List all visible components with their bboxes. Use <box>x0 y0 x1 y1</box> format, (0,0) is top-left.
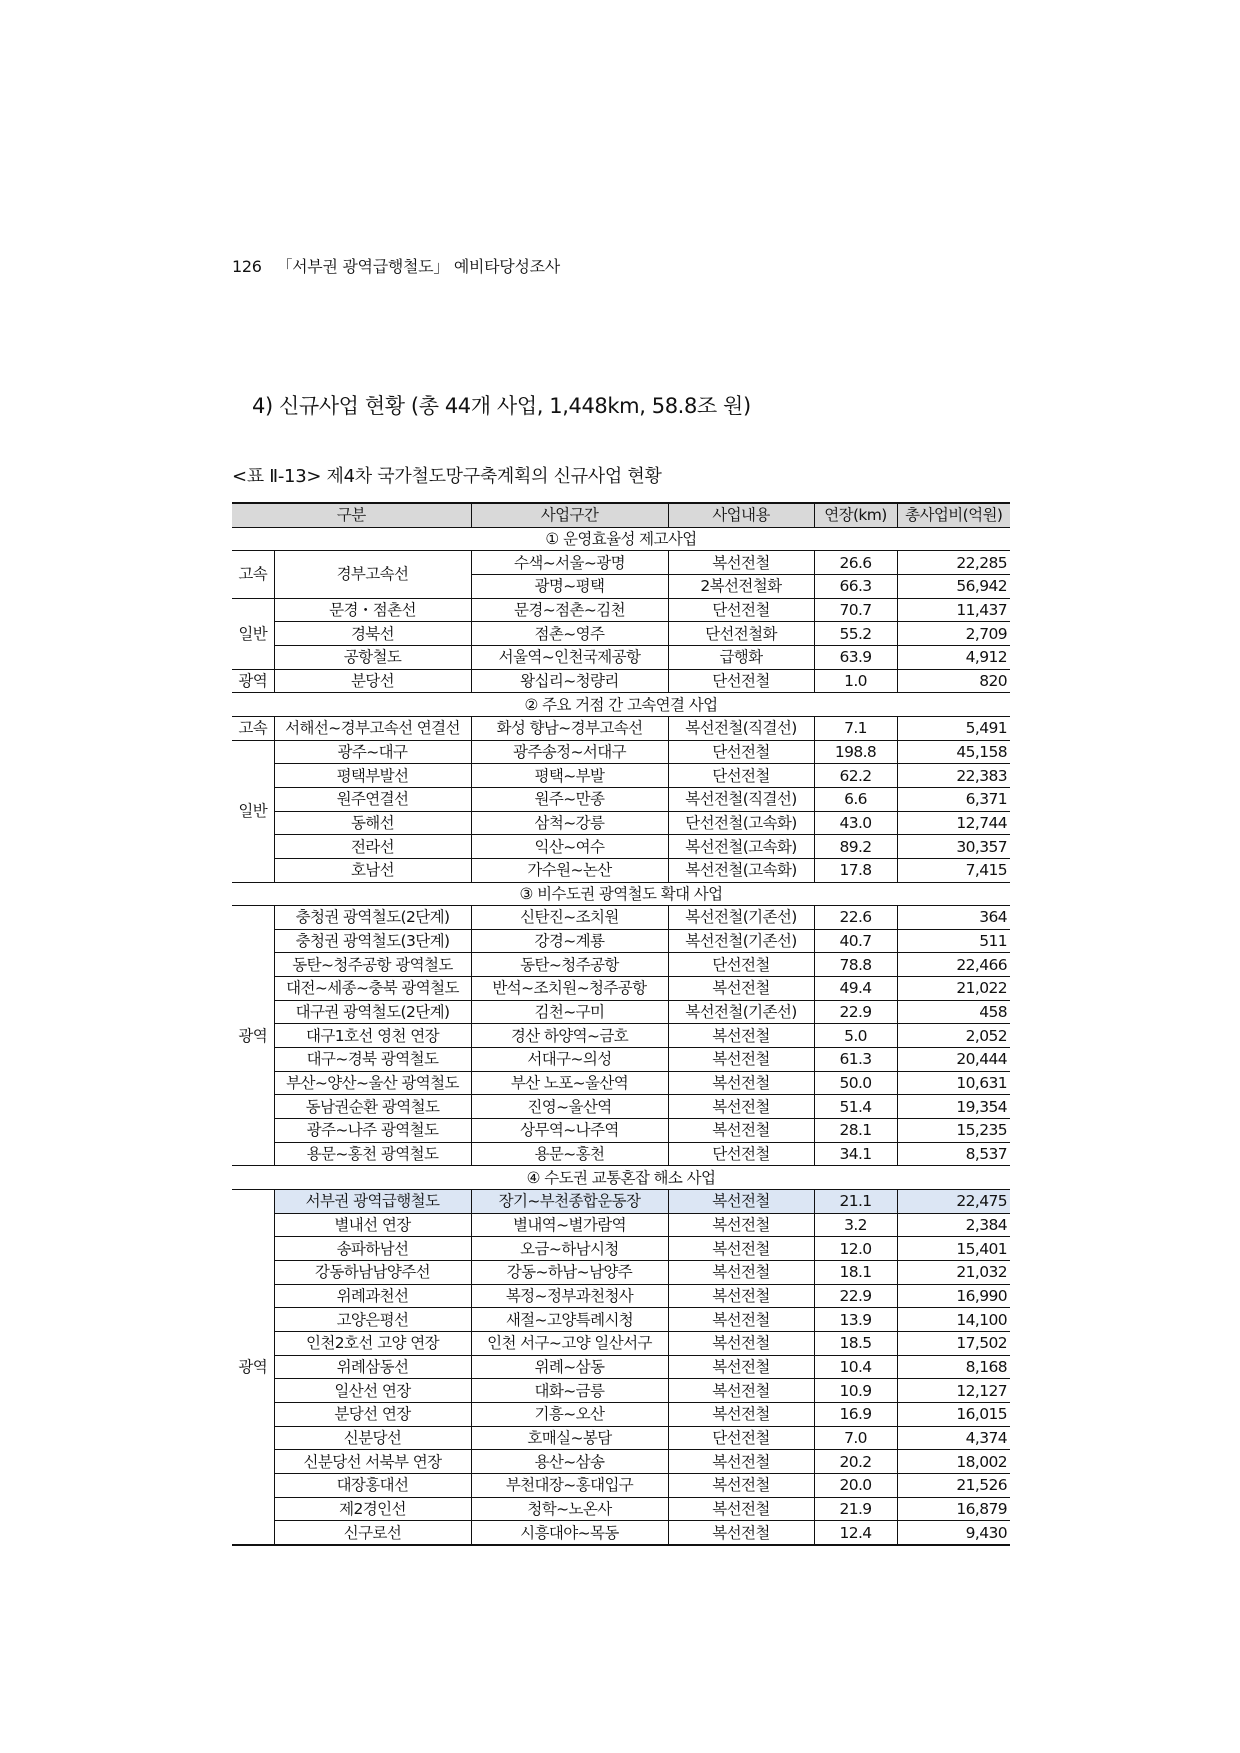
project-content-cell: 복선전철 <box>668 1355 814 1379</box>
project-content-cell: 복선전철(기존선) <box>668 906 814 930</box>
group-cell: 광역 <box>232 669 274 693</box>
project-section-cell: 새절~고양특례시청 <box>471 1308 668 1332</box>
table-caption: <표 Ⅱ-13> 제4차 국가철도망구축계획의 신규사업 현황 <box>232 466 662 487</box>
project-name-cell: 고양은평선 <box>274 1308 471 1332</box>
project-name-cell: 충청권 광역철도(3단계) <box>274 929 471 953</box>
project-length-cell: 66.3 <box>814 574 897 598</box>
table-row <box>232 1261 1010 1285</box>
project-name-cell: 제2경인선 <box>274 1497 471 1521</box>
column-header-category: 구분 <box>232 503 471 527</box>
project-length-cell: 21.9 <box>814 1497 897 1521</box>
project-cost-cell: 15,235 <box>897 1119 1010 1143</box>
project-content-cell: 복선전철 <box>668 1450 814 1474</box>
project-cost-cell: 10,631 <box>897 1071 1010 1095</box>
project-content-cell: 복선전철 <box>668 977 814 1001</box>
project-section-cell: 용산~삼송 <box>471 1450 668 1474</box>
project-section-cell: 평택~부발 <box>471 764 668 788</box>
project-content-cell: 복선전철(직결선) <box>668 787 814 811</box>
project-length-cell: 5.0 <box>814 1024 897 1048</box>
project-length-cell: 22.6 <box>814 906 897 930</box>
project-section-cell: 서대구~의성 <box>471 1048 668 1072</box>
project-length-cell: 18.1 <box>814 1261 897 1285</box>
project-length-cell: 1.0 <box>814 669 897 693</box>
project-cost-cell: 2,709 <box>897 622 1010 646</box>
project-content-cell: 복선전철 <box>668 1190 814 1214</box>
project-cost-cell: 820 <box>897 669 1010 693</box>
project-section-cell: 강동~하남~남양주 <box>471 1261 668 1285</box>
project-cost-cell: 7,415 <box>897 858 1010 882</box>
project-length-cell: 20.0 <box>814 1473 897 1497</box>
project-length-cell: 6.6 <box>814 787 897 811</box>
project-content-cell: 복선전철 <box>668 1331 814 1355</box>
project-content-cell: 복선전철 <box>668 1071 814 1095</box>
project-name-cell: 대전~세종~충북 광역철도 <box>274 977 471 1001</box>
project-length-cell: 49.4 <box>814 977 897 1001</box>
project-section-cell: 화성 향남~경부고속선 <box>471 716 668 740</box>
project-cost-cell: 20,444 <box>897 1048 1010 1072</box>
table-row <box>232 598 1010 622</box>
project-name-cell: 위례삼동선 <box>274 1355 471 1379</box>
project-cost-cell: 16,879 <box>897 1497 1010 1521</box>
project-section-cell: 원주~만종 <box>471 787 668 811</box>
project-length-cell: 10.4 <box>814 1355 897 1379</box>
project-name-cell: 광주~대구 <box>274 740 471 764</box>
group-cell: 고속 <box>232 551 274 598</box>
project-cost-cell: 4,912 <box>897 645 1010 669</box>
project-content-cell: 복선전철 <box>668 1119 814 1143</box>
project-content-cell: 단선전철 <box>668 740 814 764</box>
table-row <box>232 835 1010 859</box>
project-content-cell: 단선전철 <box>668 598 814 622</box>
table-row <box>232 1331 1010 1355</box>
table-row <box>232 1048 1010 1072</box>
project-content-cell: 단선전철화 <box>668 622 814 646</box>
table-row <box>232 858 1010 882</box>
project-section-cell: 반석~조치원~청주공항 <box>471 977 668 1001</box>
project-cost-cell: 16,990 <box>897 1284 1010 1308</box>
project-cost-cell: 14,100 <box>897 1308 1010 1332</box>
project-section-cell: 장기~부천종합운동장 <box>471 1190 668 1214</box>
table-row <box>232 1213 1010 1237</box>
project-length-cell: 70.7 <box>814 598 897 622</box>
project-length-cell: 13.9 <box>814 1308 897 1332</box>
section-title: 4) 신규사업 현황 (총 44개 사업, 1,448km, 58.8조 원) <box>252 394 751 418</box>
table-row <box>232 906 1010 930</box>
project-cost-cell: 22,383 <box>897 764 1010 788</box>
new-projects-table <box>232 502 1010 1546</box>
project-content-cell: 복선전철 <box>668 1521 814 1545</box>
project-length-cell: 18.5 <box>814 1331 897 1355</box>
project-content-cell: 복선전철 <box>668 1308 814 1332</box>
project-length-cell: 22.9 <box>814 1000 897 1024</box>
section-title-cell: ② 주요 거점 간 고속연결 사업 <box>232 693 1010 717</box>
project-cost-cell: 5,491 <box>897 716 1010 740</box>
project-name-cell: 일산선 연장 <box>274 1379 471 1403</box>
project-length-cell: 34.1 <box>814 1142 897 1166</box>
project-name-cell: 공항철도 <box>274 645 471 669</box>
project-name-cell: 광주~나주 광역철도 <box>274 1119 471 1143</box>
project-section-cell: 왕십리~청량리 <box>471 669 668 693</box>
project-content-cell: 복선전철(직결선) <box>668 716 814 740</box>
project-section-cell: 점촌~영주 <box>471 622 668 646</box>
section-title-cell: ③ 비수도권 광역철도 확대 사업 <box>232 882 1010 906</box>
project-cost-cell: 45,158 <box>897 740 1010 764</box>
project-section-cell: 광주송정~서대구 <box>471 740 668 764</box>
project-cost-cell: 9,430 <box>897 1521 1010 1545</box>
project-section-cell: 용문~홍천 <box>471 1142 668 1166</box>
project-length-cell: 21.1 <box>814 1190 897 1214</box>
project-length-cell: 12.4 <box>814 1521 897 1545</box>
project-length-cell: 28.1 <box>814 1119 897 1143</box>
table-row <box>232 1190 1010 1214</box>
project-length-cell: 55.2 <box>814 622 897 646</box>
project-name-cell: 충청권 광역철도(2단계) <box>274 906 471 930</box>
project-section-cell: 부천대장~홍대입구 <box>471 1473 668 1497</box>
project-length-cell: 61.3 <box>814 1048 897 1072</box>
table-row <box>232 1497 1010 1521</box>
table-row <box>232 1426 1010 1450</box>
project-cost-cell: 22,475 <box>897 1190 1010 1214</box>
project-name-cell: 경북선 <box>274 622 471 646</box>
project-name-cell: 동남권순환 광역철도 <box>274 1095 471 1119</box>
project-cost-cell: 17,502 <box>897 1331 1010 1355</box>
table-body <box>232 527 1010 1545</box>
table-row <box>232 1024 1010 1048</box>
project-content-cell: 복선전철(고속화) <box>668 835 814 859</box>
project-name-cell: 동해선 <box>274 811 471 835</box>
column-header-content: 사업내용 <box>668 503 814 527</box>
project-name-cell: 서부권 광역급행철도 <box>274 1190 471 1214</box>
project-length-cell: 20.2 <box>814 1450 897 1474</box>
project-section-cell: 가수원~논산 <box>471 858 668 882</box>
project-name-cell: 원주연결선 <box>274 787 471 811</box>
table-row <box>232 645 1010 669</box>
table-row <box>232 1355 1010 1379</box>
project-content-cell: 단선전철 <box>668 669 814 693</box>
section-header-row <box>232 882 1010 906</box>
project-name-cell: 서해선~경부고속선 연결선 <box>274 716 471 740</box>
table-row <box>232 669 1010 693</box>
project-name-cell: 부산~양산~울산 광역철도 <box>274 1071 471 1095</box>
table-row <box>232 1521 1010 1545</box>
table-row <box>232 1379 1010 1403</box>
project-content-cell: 복선전철 <box>668 1402 814 1426</box>
project-section-cell: 별내역~별가람역 <box>471 1213 668 1237</box>
project-length-cell: 22.9 <box>814 1284 897 1308</box>
project-content-cell: 복선전철 <box>668 1379 814 1403</box>
project-content-cell: 복선전철 <box>668 1497 814 1521</box>
project-name-cell: 대구~경북 광역철도 <box>274 1048 471 1072</box>
project-name-cell: 전라선 <box>274 835 471 859</box>
project-content-cell: 복선전철 <box>668 1237 814 1261</box>
table-row <box>232 1119 1010 1143</box>
table-row <box>232 977 1010 1001</box>
project-content-cell: 복선전철 <box>668 1095 814 1119</box>
table-header-row <box>232 503 1010 527</box>
project-cost-cell: 16,015 <box>897 1402 1010 1426</box>
project-name-cell: 호남선 <box>274 858 471 882</box>
table-row <box>232 764 1010 788</box>
project-cost-cell: 364 <box>897 906 1010 930</box>
project-name-cell: 분당선 연장 <box>274 1402 471 1426</box>
project-name-cell: 경부고속선 <box>274 551 471 598</box>
table-row <box>232 787 1010 811</box>
project-cost-cell: 12,127 <box>897 1379 1010 1403</box>
project-length-cell: 16.9 <box>814 1402 897 1426</box>
project-length-cell: 40.7 <box>814 929 897 953</box>
project-length-cell: 63.9 <box>814 645 897 669</box>
project-name-cell: 대장홍대선 <box>274 1473 471 1497</box>
table-row <box>232 1284 1010 1308</box>
group-cell: 일반 <box>232 740 274 882</box>
project-cost-cell: 21,032 <box>897 1261 1010 1285</box>
table-row <box>232 1000 1010 1024</box>
table-row <box>232 740 1010 764</box>
project-content-cell: 복선전철(기존선) <box>668 929 814 953</box>
project-content-cell: 2복선전철화 <box>668 574 814 598</box>
project-length-cell: 10.9 <box>814 1379 897 1403</box>
project-section-cell: 대화~금릉 <box>471 1379 668 1403</box>
column-header-length: 연장(km) <box>814 503 897 527</box>
project-section-cell: 위례~삼동 <box>471 1355 668 1379</box>
group-cell: 광역 <box>232 906 274 1166</box>
table-row <box>232 622 1010 646</box>
table-row <box>232 551 1010 575</box>
document-title: 「서부권 광역급행철도」 예비타당성조사 <box>276 257 560 276</box>
table-row <box>232 1473 1010 1497</box>
project-cost-cell: 2,052 <box>897 1024 1010 1048</box>
project-name-cell: 대구권 광역철도(2단계) <box>274 1000 471 1024</box>
group-cell: 일반 <box>232 598 274 669</box>
project-content-cell: 복선전철 <box>668 1261 814 1285</box>
table-row <box>232 929 1010 953</box>
section-header-row <box>232 1166 1010 1190</box>
table-row <box>232 1402 1010 1426</box>
project-content-cell: 급행화 <box>668 645 814 669</box>
table-row <box>232 1142 1010 1166</box>
project-content-cell: 단선전철(고속화) <box>668 811 814 835</box>
project-content-cell: 복선전철(고속화) <box>668 858 814 882</box>
section-header-row <box>232 527 1010 551</box>
project-name-cell: 위례과천선 <box>274 1284 471 1308</box>
project-name-cell: 분당선 <box>274 669 471 693</box>
project-section-cell: 시흥대야~목동 <box>471 1521 668 1545</box>
project-section-cell: 광명~평택 <box>471 574 668 598</box>
project-section-cell: 진영~울산역 <box>471 1095 668 1119</box>
group-cell: 고속 <box>232 716 274 740</box>
project-section-cell: 강경~계룡 <box>471 929 668 953</box>
project-length-cell: 26.6 <box>814 551 897 575</box>
project-section-cell: 부산 노포~울산역 <box>471 1071 668 1095</box>
project-content-cell: 복선전철(기존선) <box>668 1000 814 1024</box>
project-cost-cell: 22,466 <box>897 953 1010 977</box>
project-section-cell: 익산~여수 <box>471 835 668 859</box>
project-name-cell: 인천2호선 고양 연장 <box>274 1331 471 1355</box>
project-section-cell: 오금~하남시청 <box>471 1237 668 1261</box>
project-name-cell: 신구로선 <box>274 1521 471 1545</box>
page-header <box>232 254 560 277</box>
project-section-cell: 서울역~인천국제공항 <box>471 645 668 669</box>
project-section-cell: 삼척~강릉 <box>471 811 668 835</box>
project-length-cell: 198.8 <box>814 740 897 764</box>
project-name-cell: 대구1호선 영천 연장 <box>274 1024 471 1048</box>
section-title-cell: ④ 수도권 교통혼잡 해소 사업 <box>232 1166 1010 1190</box>
project-content-cell: 복선전철 <box>668 551 814 575</box>
project-cost-cell: 12,744 <box>897 811 1010 835</box>
project-cost-cell: 6,371 <box>897 787 1010 811</box>
project-length-cell: 78.8 <box>814 953 897 977</box>
project-section-cell: 김천~구미 <box>471 1000 668 1024</box>
project-cost-cell: 21,022 <box>897 977 1010 1001</box>
project-cost-cell: 21,526 <box>897 1473 1010 1497</box>
project-cost-cell: 8,537 <box>897 1142 1010 1166</box>
project-name-cell: 동탄~청주공항 광역철도 <box>274 953 471 977</box>
project-section-cell: 동탄~청주공항 <box>471 953 668 977</box>
column-header-cost: 총사업비(억원) <box>897 503 1010 527</box>
project-name-cell: 별내선 연장 <box>274 1213 471 1237</box>
column-header-section: 사업구간 <box>471 503 668 527</box>
project-name-cell: 신분당선 서북부 연장 <box>274 1450 471 1474</box>
project-cost-cell: 19,354 <box>897 1095 1010 1119</box>
project-content-cell: 복선전철 <box>668 1284 814 1308</box>
page-number: 126 <box>232 257 262 276</box>
section-title-cell: ① 운영효율성 제고사업 <box>232 527 1010 551</box>
project-name-cell: 평택부발선 <box>274 764 471 788</box>
project-section-cell: 문경~점촌~김천 <box>471 598 668 622</box>
project-section-cell: 청학~노온사 <box>471 1497 668 1521</box>
project-name-cell: 신분당선 <box>274 1426 471 1450</box>
project-section-cell: 복정~정부과천청사 <box>471 1284 668 1308</box>
project-cost-cell: 4,374 <box>897 1426 1010 1450</box>
table-row <box>232 1095 1010 1119</box>
project-content-cell: 복선전철 <box>668 1024 814 1048</box>
table-row <box>232 1308 1010 1332</box>
project-cost-cell: 2,384 <box>897 1213 1010 1237</box>
project-content-cell: 단선전철 <box>668 764 814 788</box>
project-cost-cell: 22,285 <box>897 551 1010 575</box>
project-content-cell: 단선전철 <box>668 1142 814 1166</box>
project-content-cell: 단선전철 <box>668 953 814 977</box>
project-length-cell: 12.0 <box>814 1237 897 1261</box>
project-content-cell: 복선전철 <box>668 1473 814 1497</box>
project-content-cell: 복선전철 <box>668 1048 814 1072</box>
project-length-cell: 51.4 <box>814 1095 897 1119</box>
project-length-cell: 17.8 <box>814 858 897 882</box>
project-name-cell: 강동하남남양주선 <box>274 1261 471 1285</box>
project-section-cell: 신탄진~조치원 <box>471 906 668 930</box>
project-name-cell: 용문~홍천 광역철도 <box>274 1142 471 1166</box>
project-cost-cell: 18,002 <box>897 1450 1010 1474</box>
project-cost-cell: 11,437 <box>897 598 1010 622</box>
table-row <box>232 1071 1010 1095</box>
project-cost-cell: 511 <box>897 929 1010 953</box>
project-content-cell: 복선전철 <box>668 1213 814 1237</box>
project-length-cell: 3.2 <box>814 1213 897 1237</box>
table-row <box>232 1450 1010 1474</box>
table-row <box>232 716 1010 740</box>
table-row <box>232 953 1010 977</box>
group-cell: 광역 <box>232 1190 274 1545</box>
section-header-row <box>232 693 1010 717</box>
project-section-cell: 경산 하양역~금호 <box>471 1024 668 1048</box>
project-cost-cell: 458 <box>897 1000 1010 1024</box>
table-row <box>232 1237 1010 1261</box>
project-content-cell: 단선전철 <box>668 1426 814 1450</box>
project-length-cell: 7.0 <box>814 1426 897 1450</box>
project-section-cell: 기흥~오산 <box>471 1402 668 1426</box>
project-cost-cell: 8,168 <box>897 1355 1010 1379</box>
project-section-cell: 호매실~봉담 <box>471 1426 668 1450</box>
project-cost-cell: 56,942 <box>897 574 1010 598</box>
project-section-cell: 상무역~나주역 <box>471 1119 668 1143</box>
project-cost-cell: 30,357 <box>897 835 1010 859</box>
table-row <box>232 811 1010 835</box>
project-name-cell: 문경・점촌선 <box>274 598 471 622</box>
project-name-cell: 송파하남선 <box>274 1237 471 1261</box>
project-length-cell: 50.0 <box>814 1071 897 1095</box>
project-length-cell: 43.0 <box>814 811 897 835</box>
project-section-cell: 인천 서구~고양 일산서구 <box>471 1331 668 1355</box>
project-length-cell: 62.2 <box>814 764 897 788</box>
project-section-cell: 수색~서울~광명 <box>471 551 668 575</box>
project-length-cell: 7.1 <box>814 716 897 740</box>
project-length-cell: 89.2 <box>814 835 897 859</box>
project-cost-cell: 15,401 <box>897 1237 1010 1261</box>
